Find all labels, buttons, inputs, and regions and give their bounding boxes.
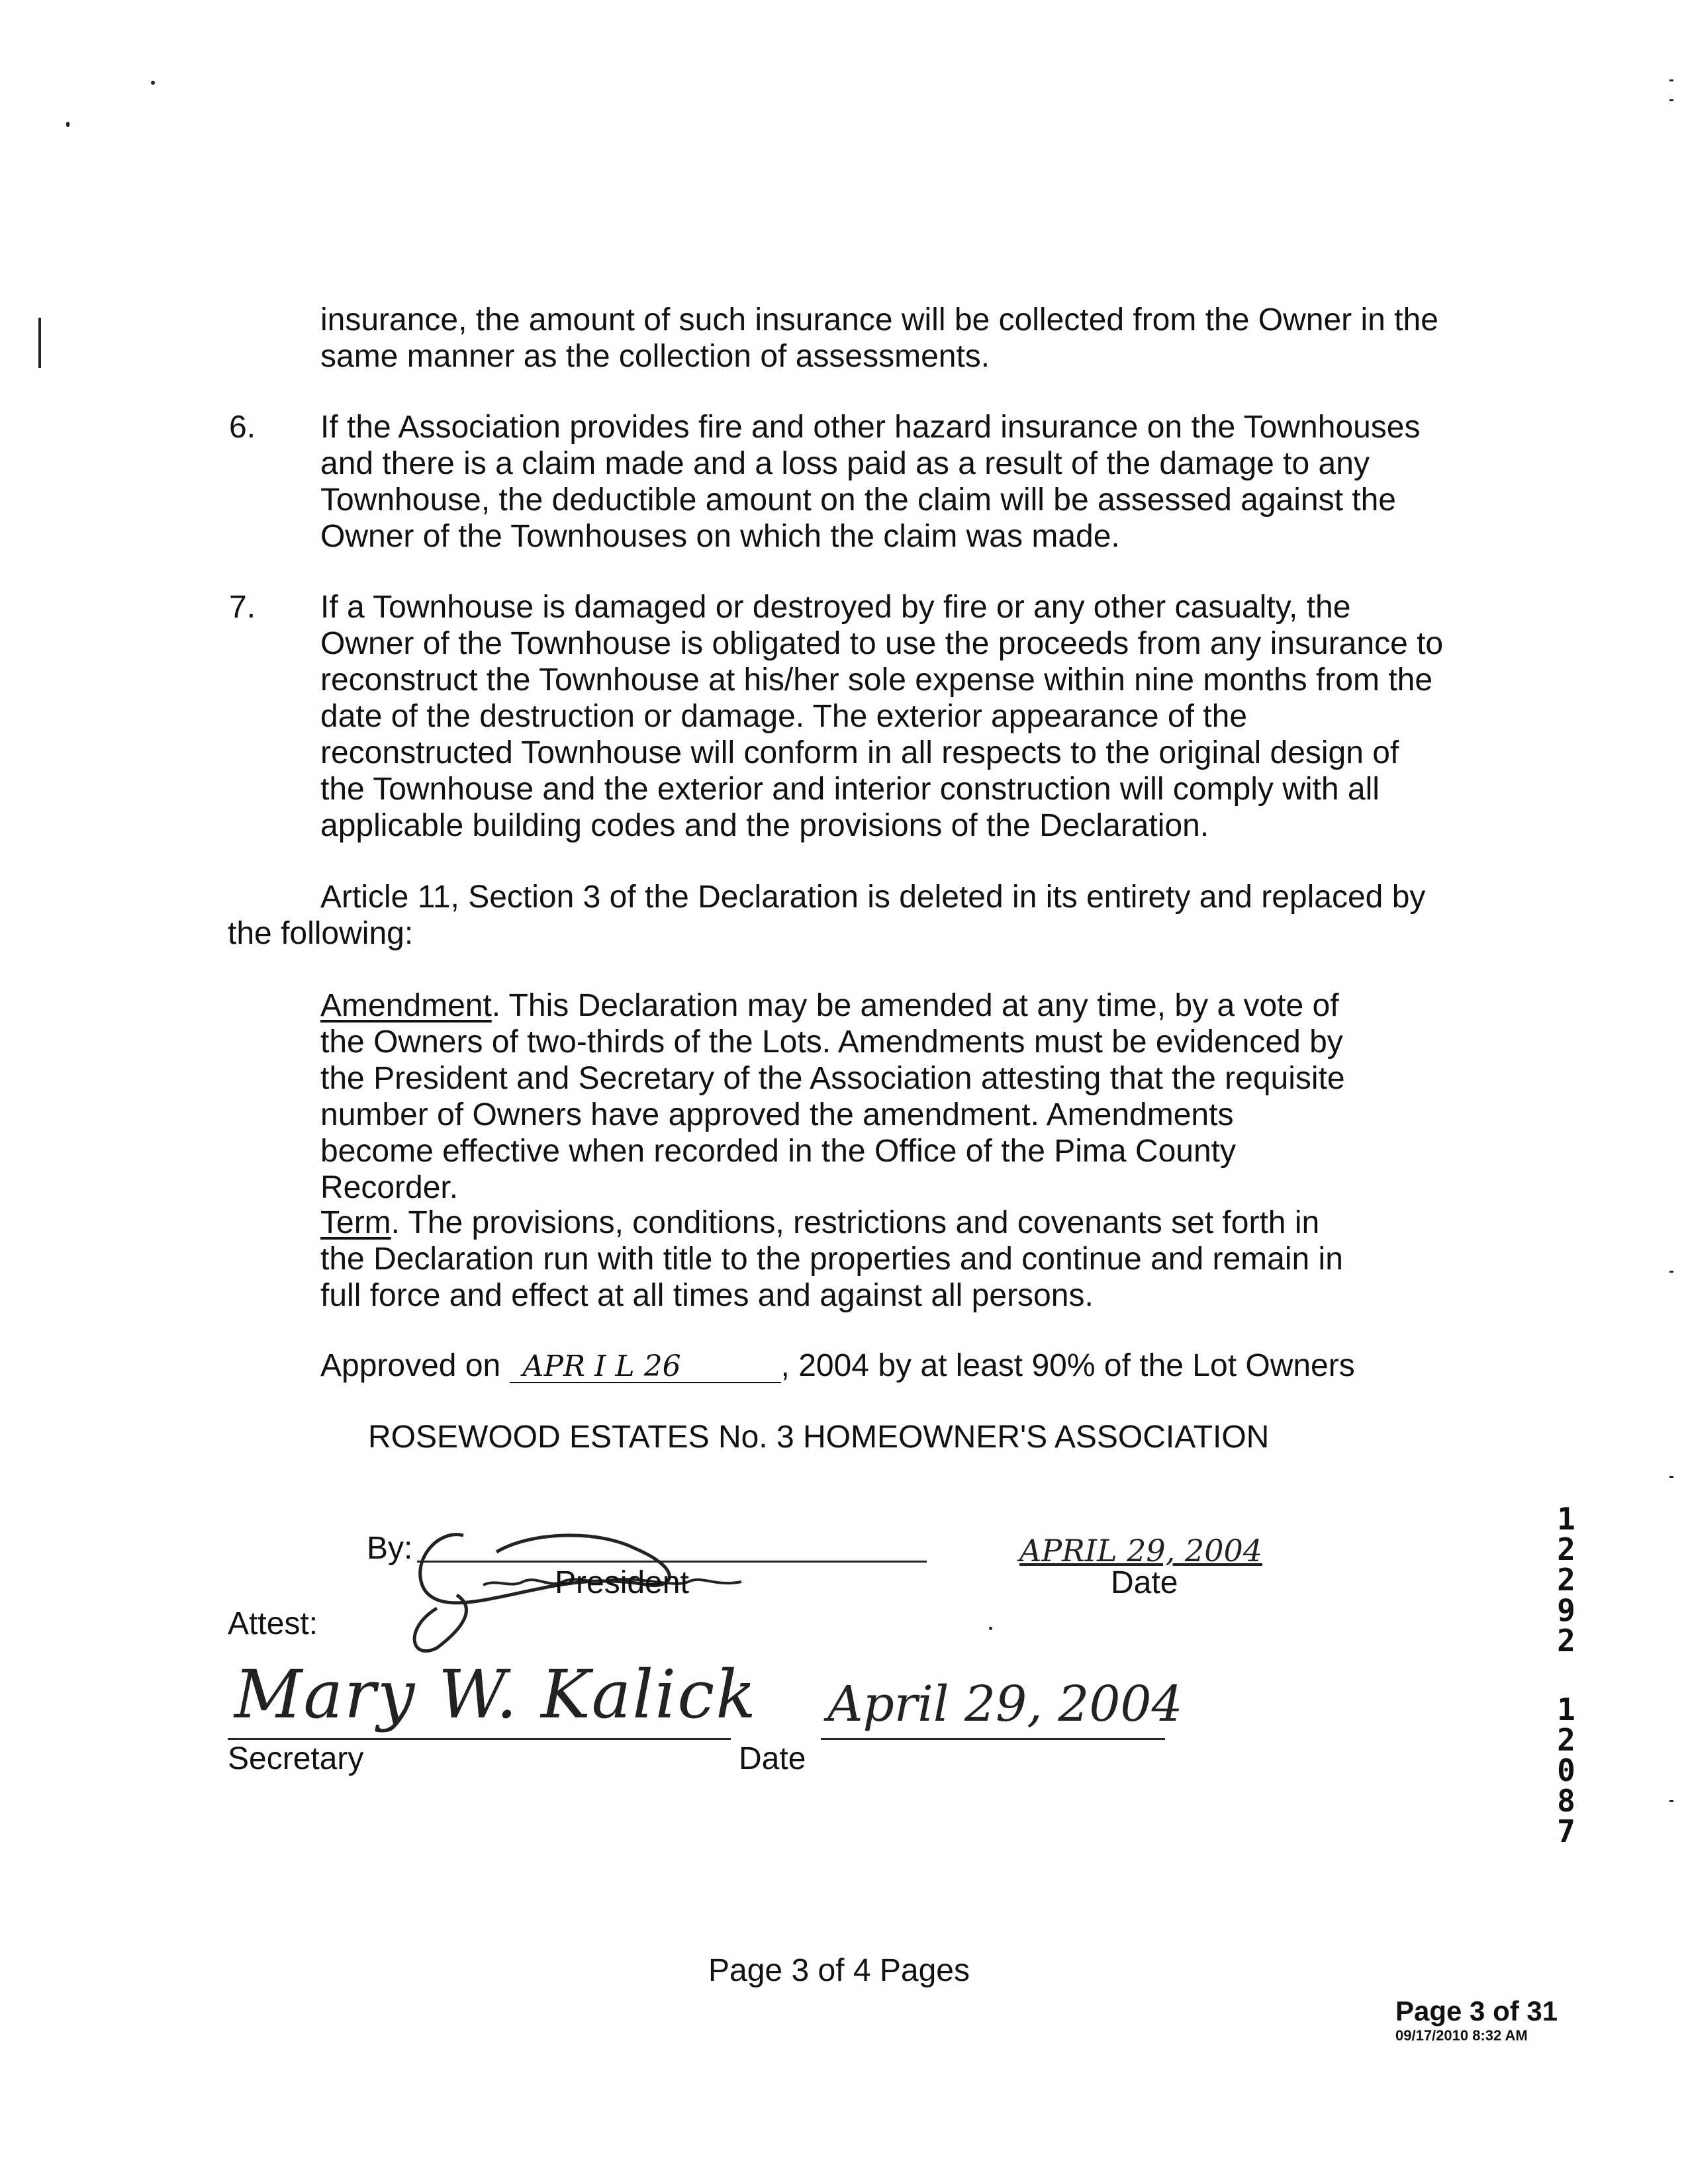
item-number: 6. (229, 410, 256, 445)
article-paragraph (228, 879, 1472, 952)
continuation-paragraph: insurance, the amount of such insurance will be collected from the Owner in the same manner as the collection of assessments. (320, 302, 1438, 374)
attest-label: Attest: (228, 1606, 318, 1641)
president-date-handwritten: APRIL 29, 2004 (1019, 1533, 1262, 1569)
term-text: . The provisions, conditions, restrictions and covenants set forth in the Declaration run with title to the properties and continue and remain in full force and effect at all times and against all persons. (320, 1205, 1343, 1313)
item-paragraph: If the Association provides fire and other hazard insurance on the Townhouses and there is a claim made and a loss paid as a result of the damage to any Townhouse, the deductible amount on the claim will be assessed against the Owner of the Townhouses on which the claim was made. (320, 410, 1421, 554)
secretary-label: Secretary (228, 1741, 364, 1776)
stamp-page-number: Page 3 of 31 (1395, 1995, 1558, 2026)
president-signature (397, 1456, 927, 1655)
scan-speck (151, 81, 155, 85)
page-footer: Page 3 of 4 Pages (708, 1953, 970, 1988)
amendment-text: . This Declaration may be amended at any time, by a vote of the Owners of two-thirds of the Lots. Amendments must be evidenced by the President and Secretary of the Association attesting that the requisite number of Owners have approved the amendment. Amendments become effective when recorded in the Office of the Pima County Recorder. (320, 988, 1345, 1205)
secretary-signature: Mary W. Kalick (234, 1656, 757, 1733)
article-text: Article 11, Section 3 of the Declaration is deleted in its entirety and replaced by the following: (228, 880, 1426, 951)
item-number: 7. (229, 590, 256, 625)
secretary-date-handwritten: April 29, 2004 (827, 1676, 1183, 1733)
margin-line (38, 318, 41, 368)
stamp-timestamp: 09/17/2010 8:32 AM (1395, 2027, 1528, 2044)
margin-tick (1669, 1271, 1673, 1273)
amendment-heading: Amendment (320, 988, 492, 1023)
side-recording-number: 12087 (1557, 1692, 1575, 1849)
secretary-date-label: Date (739, 1741, 806, 1776)
item-paragraph: If a Townhouse is damaged or destroyed by fire or any other casualty, the Owner of the Townhouse is obligated to use the proceeds from any insurance to reconstruct the Townhouse at his/her sole expense within nine months from the date of the destruction or damage. The exterior appearance of the reconstructed Townhouse will conform in all respects to the original design of the Townhouse and the exterior and interior construction will comply with all applicable building codes and the provisions of the Declaration. (320, 590, 1444, 843)
side-recording-number: 12292 (1557, 1501, 1575, 1659)
margin-tick (1669, 1476, 1673, 1478)
approval-suffix: , 2004 by at least 90% of the Lot Owners (780, 1348, 1355, 1383)
president-date-label: Date (1111, 1565, 1178, 1600)
scan-speck (989, 1627, 992, 1630)
amendment-paragraph (320, 987, 1353, 1206)
margin-tick (1669, 79, 1673, 81)
approval-date-handwritten (510, 1351, 781, 1383)
margin-tick (1669, 1800, 1673, 1802)
secretary-signature-line (228, 1738, 731, 1740)
by-label: By: (367, 1531, 413, 1566)
president-label: President (555, 1565, 689, 1600)
president-signature-line (417, 1561, 927, 1563)
term-paragraph (320, 1205, 1353, 1314)
association-name: ROSEWOOD ESTATES No. 3 HOMEOWNER'S ASSOCIATION (368, 1420, 1270, 1455)
approval-line (320, 1347, 1446, 1384)
approval-date-value: APR I L 26 (522, 1349, 681, 1383)
margin-tick (1669, 99, 1673, 101)
approval-prefix: Approved on (320, 1348, 510, 1383)
scan-speck (66, 122, 70, 127)
secretary-date-line (821, 1738, 1165, 1740)
term-heading: Term (320, 1205, 391, 1240)
